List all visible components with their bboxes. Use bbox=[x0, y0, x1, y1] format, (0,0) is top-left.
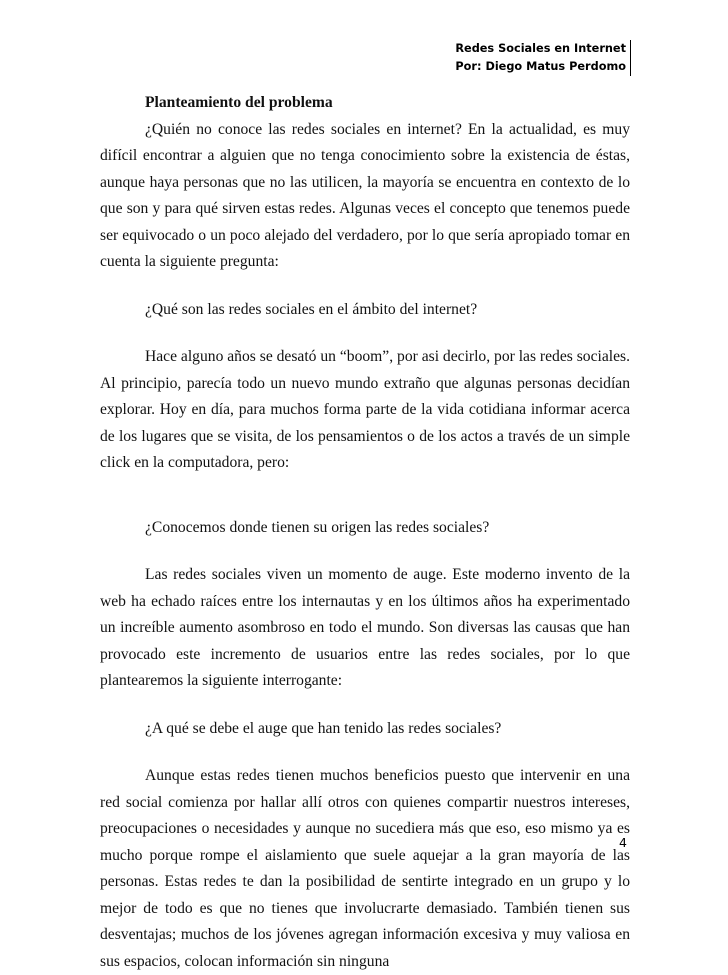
header-author: Por: Diego Matus Perdomo bbox=[455, 60, 626, 73]
section-title: Planteamiento del problema bbox=[145, 94, 333, 111]
page-number: 4 bbox=[619, 835, 627, 850]
paragraph: Las redes sociales viven un momento de auge. Este moderno invento de la web ha echado raíces entre los internautas y en los últimos años ha experimentado un increíble aumento asombroso en todo el mundo. Son diversas las causas que han provocado este incremento de usuarios entre las redes sociales, por lo que plantearemos la siguiente interrogante: bbox=[100, 566, 630, 689]
paragraph: Aunque estas redes tienen muchos beneficios puesto que intervenir en una red social comienza por hallar allí otros con quienes compartir nuestros intereses, preocupaciones o necesidades y aunque no sucediera más que eso, eso mismo ya es mucho porque rompe el aislamiento que suele aquejar a la gran mayoría de las personas. Estas redes te dan la posibilidad de sentirte integrado en un grupo y lo mejor de todo es que no tienes que involucrarte demasiado. También tienen sus desventajas; muchos de los jóvenes agregan información excesiva y muy valiosa en sus espacios, colocan información sin ninguna bbox=[100, 767, 630, 970]
paragraph: Hace alguno años se desató un “boom”, por asi decirlo, por las redes sociales. Al principio, parecía todo un nuevo mundo extraño que algunas personas decidían explorar. Hoy en día, para muchos forma parte de la vida cotidiana informar acerca de los lugares que se visita, de los pensamientos o de los actos a través de un simple click en la computadora, pero: bbox=[100, 348, 630, 471]
paragraph: ¿Quién no conoce las redes sociales en internet? En la actualidad, es muy difícil encontrar a alguien que no tenga conocimiento sobre la existencia de éstas, aunque haya personas que no las utilicen, la mayoría se encuentra en contexto de lo que son y para qué sirven estas redes. Algunas veces el concepto que tenemos puede ser equivocado o un poco alejado del verdadero, por lo que sería apropiado tomar en cuenta la siguiente pregunta: bbox=[100, 120, 630, 270]
question: ¿A qué se debe el auge que han tenido las redes sociales? bbox=[145, 719, 502, 737]
question: ¿Qué son las redes sociales en el ámbito del internet? bbox=[145, 300, 478, 318]
header-title: Redes Sociales en Internet bbox=[455, 42, 626, 55]
question: ¿Conocemos donde tienen su origen las redes sociales? bbox=[145, 518, 490, 536]
running-header bbox=[386, 40, 631, 76]
document-body bbox=[100, 90, 630, 975]
